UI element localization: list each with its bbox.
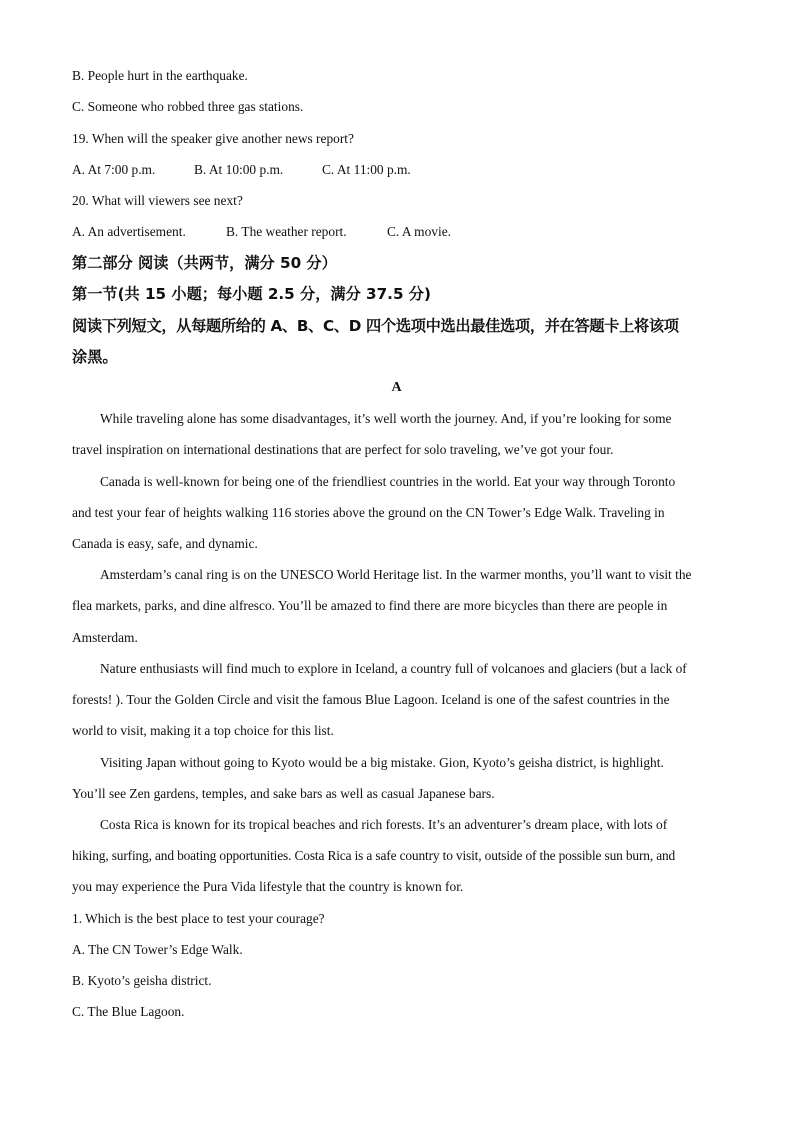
q1-option-b: B. Kyoto’s geisha district. (72, 973, 212, 988)
instruction-line-2: 涂黑。 (72, 348, 118, 366)
q20-question: 20. What will viewers see next? (72, 193, 243, 208)
q20-options (72, 224, 451, 240)
q19-options (72, 162, 411, 178)
q20-option-c: C. A movie. (387, 224, 451, 239)
passage-line: Nature enthusiasts will find much to explore in Iceland, a country full of volcanoes and glaciers (but a lack of (100, 661, 687, 676)
q18-option-c: C. Someone who robbed three gas stations. (72, 99, 304, 114)
passage-label: A (391, 380, 402, 395)
passage-line: and test your fear of heights walking 116 stories above the ground on the CN Tower’s Edge Walk. Traveling in (72, 505, 665, 520)
passage-line: hiking, surfing, and boating opportunities. Costa Rica is a safe country to visit, outside of the possible sun burn, and (72, 848, 676, 863)
passage-line: Canada is easy, safe, and dynamic. (72, 536, 258, 551)
passage-line: Canada is well-known for being one of the friendliest countries in the world. Eat your way through Toronto (100, 474, 676, 489)
instruction-line-1: 阅读下列短文，从每题所给的 A、B、C、D 四个选项中选出最佳选项，并在答题卡上将该项 (72, 317, 679, 335)
passage-line: flea markets, parks, and dine alfresco. You’ll be amazed to find there are more bicycles than there are people in (72, 598, 668, 613)
q20-option-a: A. An advertisement. (72, 224, 186, 239)
q20-option-b: B. The weather report. (226, 224, 347, 239)
part-heading: 第二部分 阅读（共两节，满分 50 分） (72, 254, 337, 272)
q19-question: 19. When will the speaker give another news report? (72, 131, 354, 146)
passage-line: You’ll see Zen gardens, temples, and sake bars as well as casual Japanese bars. (72, 786, 495, 801)
passage-line: you may experience the Pura Vida lifestyle that the country is known for. (72, 879, 464, 894)
q19-option-c: C. At 11:00 p.m. (322, 162, 411, 177)
q19-option-b: B. At 10:00 p.m. (194, 162, 284, 177)
q1-question: 1. Which is the best place to test your courage? (72, 911, 325, 926)
q19-option-a: A. At 7:00 p.m. (72, 162, 156, 177)
q1-option-c: C. The Blue Lagoon. (72, 1004, 185, 1019)
passage-line: Costa Rica is known for its tropical beaches and rich forests. It’s an adventurer’s dream place, with lots of (100, 817, 668, 832)
passage-line: travel inspiration on international destinations that are perfect for solo traveling, we’ve got your four. (72, 442, 614, 457)
passage-line: Amsterdam’s canal ring is on the UNESCO World Heritage list. In the warmer months, you’ll want to visit the (100, 567, 692, 582)
passage-line: Amsterdam. (72, 630, 138, 645)
passage-line: Visiting Japan without going to Kyoto would be a big mistake. Gion, Kyoto’s geisha district, is highlight. (100, 755, 664, 770)
passage-line: While traveling alone has some disadvantages, it’s well worth the journey. And, if you’re looking for some (100, 411, 672, 426)
section-heading: 第一节(共 15 小题；每小题 2.5 分，满分 37.5 分) (72, 285, 431, 303)
passage-line: forests! ). Tour the Golden Circle and visit the famous Blue Lagoon. Iceland is one of the safest countries in the (72, 692, 670, 707)
q18-option-b: B. People hurt in the earthquake. (72, 68, 248, 83)
q1-option-a: A. The CN Tower’s Edge Walk. (72, 942, 243, 957)
passage-line: world to visit, making it a top choice for this list. (72, 723, 334, 738)
